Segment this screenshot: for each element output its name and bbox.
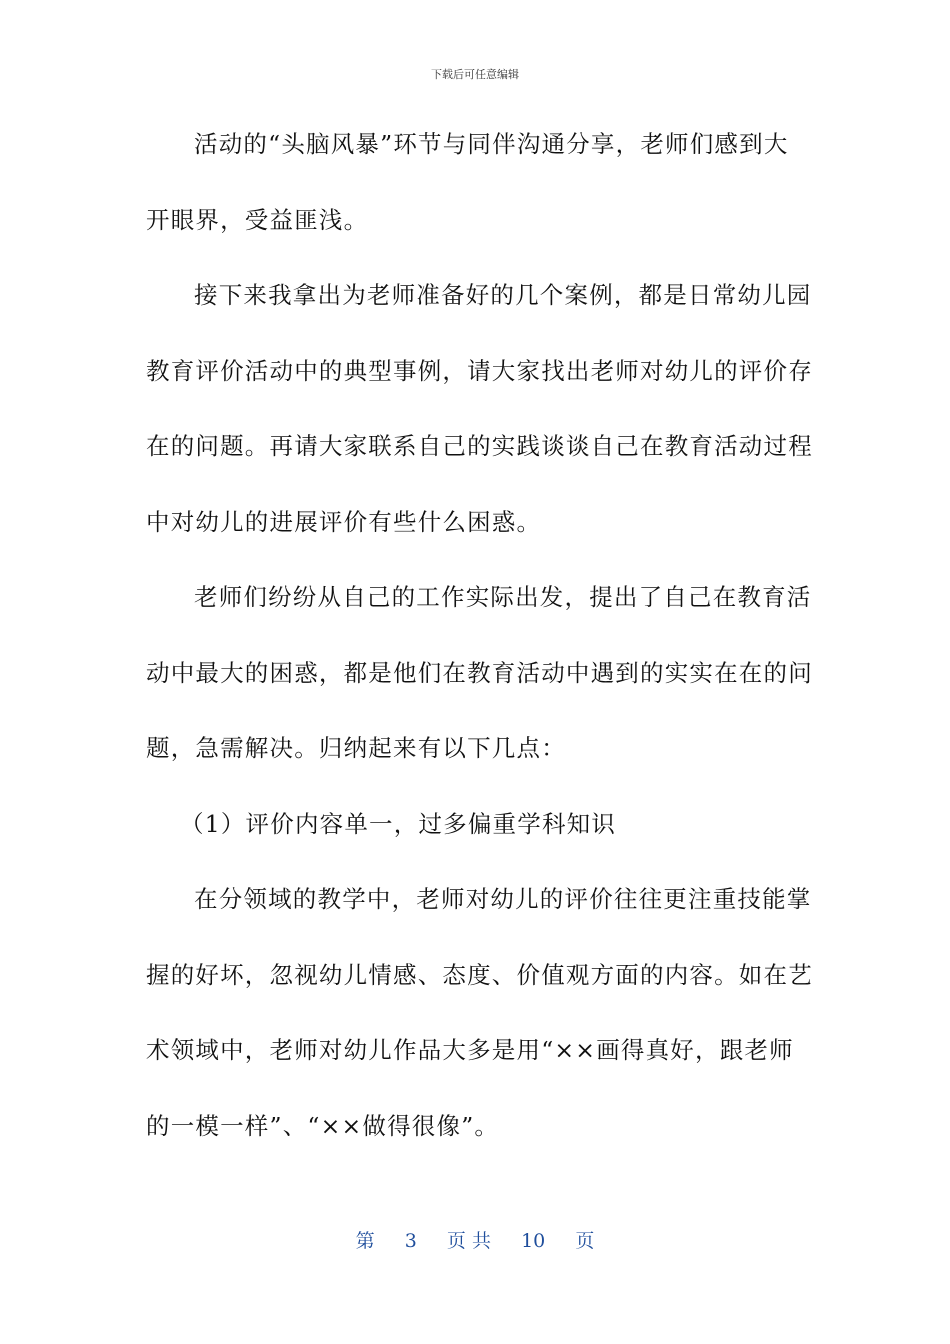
paragraph-line: 术领域中，老师对幼儿作品大多是用“××画得真好，跟老师 [146,1036,794,1064]
paragraph-line: 老师们纷纷从自己的工作实际出发，提出了自己在教育活 [194,583,812,611]
page-prefix: 第 [355,1230,375,1252]
page-suffix: 页 [575,1230,595,1252]
list-item-heading: （1）评价内容单一，过多偏重学科知识 [180,809,617,838]
page-number-footer [0,1226,950,1253]
paragraph-line: 题，急需解决。归纳起来有以下几点： [146,734,566,762]
paragraph-line: 教育评价活动中的典型事例，请大家找出老师对幼儿的评价存 [146,356,813,385]
paragraph-line: 的一模一样”、“××做得很像”。 [146,1111,500,1140]
header-note: 下载后可任意编辑 [431,68,519,81]
page-current: 3 [404,1230,417,1252]
paragraph-line: 中对幼儿的进展评价有些什么困惑。 [146,507,542,536]
paragraph-line: 握的好坏，忽视幼儿情感、态度、价值观方面的内容。如在艺 [146,960,813,989]
paragraph-line: 在的问题。再请大家联系自己的实践谈谈自己在教育活动过程 [146,432,813,460]
paragraph-line: 开眼界，受益匪浅。 [146,205,369,234]
paragraph-line: 动中最大的困惑，都是他们在教育活动中遇到的实实在在的问 [146,658,813,687]
paragraph-line: 接下来我拿出为老师准备好的几个案例，都是日常幼儿园 [194,281,812,309]
document-body [146,107,813,1164]
page-mid: 页 共 [446,1230,491,1252]
paragraph-line: 活动的“头脑风暴”环节与同伴沟通分享，老师们感到大 [194,130,789,158]
paragraph-line: 在分领域的教学中，老师对幼儿的评价往往更注重技能掌 [194,885,812,913]
page-total: 10 [521,1230,546,1252]
